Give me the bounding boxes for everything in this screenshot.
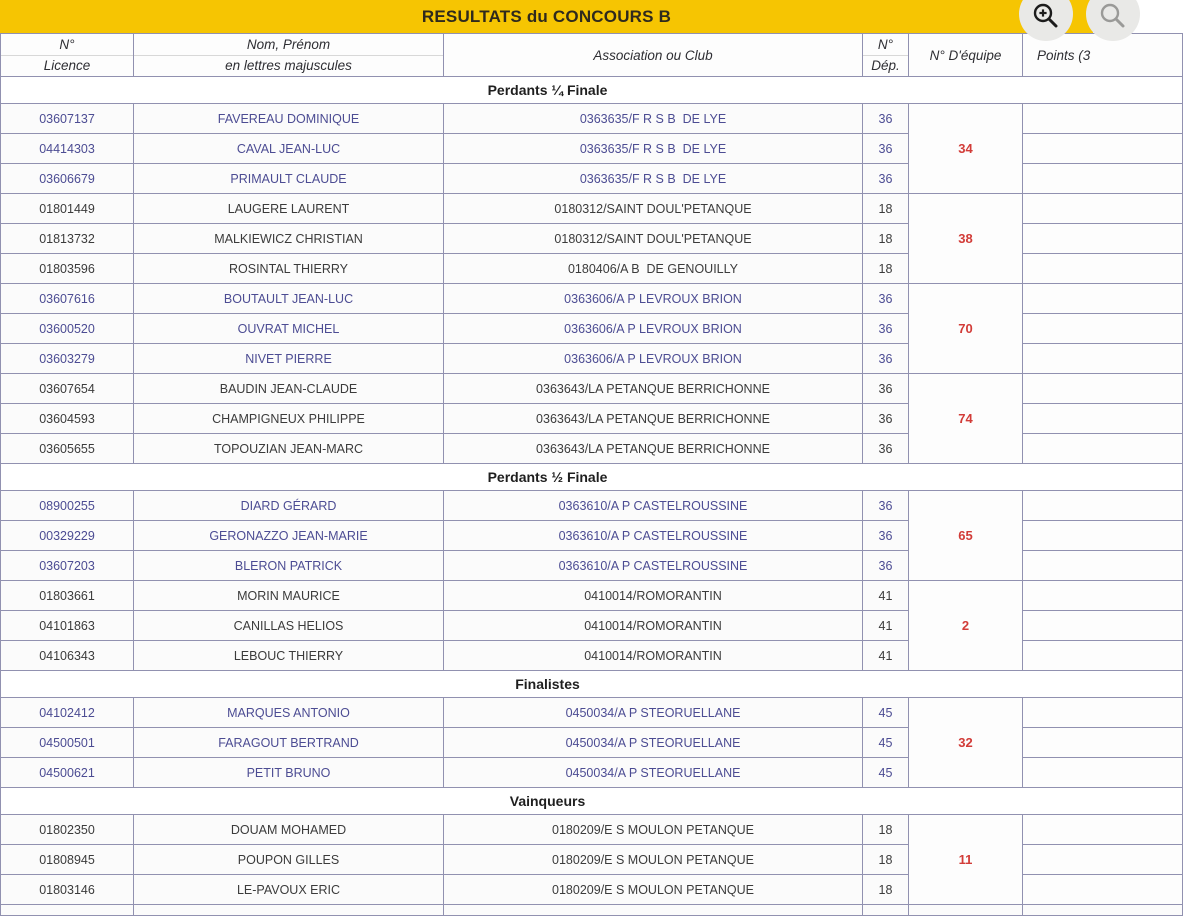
licence-cell: 08900255 xyxy=(1,491,134,521)
points-cell xyxy=(1023,521,1183,551)
clipped-cell xyxy=(863,905,909,916)
dep-cell: 18 xyxy=(863,254,909,284)
points-cell xyxy=(1023,581,1183,611)
dep-cell: 36 xyxy=(863,374,909,404)
section-band-cell xyxy=(1,671,1183,698)
points-cell xyxy=(1023,815,1183,845)
points-cell xyxy=(1023,551,1183,581)
points-cell xyxy=(1023,224,1183,254)
club-cell: 0410014/ROMORANTIN xyxy=(444,641,863,671)
dep-cell: 18 xyxy=(863,194,909,224)
clipped-row xyxy=(1,905,1183,916)
page-title: RESULTATS du CONCOURS B xyxy=(421,6,672,26)
col-header-dep-line1: N° xyxy=(863,34,908,56)
club-cell: 0363643/LA PETANQUE BERRICHONNE xyxy=(444,434,863,464)
dep-cell: 18 xyxy=(863,875,909,905)
club-cell: 0363606/A P LEVROUX BRION xyxy=(444,344,863,374)
col-header-licence-line1: N° xyxy=(1,34,133,56)
player-name-cell: NIVET PIERRE xyxy=(134,344,444,374)
player-name-cell: CAVAL JEAN-LUC xyxy=(134,134,444,164)
col-header-name-line2: en lettres majuscules xyxy=(225,58,352,74)
licence-cell: 03607616 xyxy=(1,284,134,314)
licence-cell: 01802350 xyxy=(1,815,134,845)
club-cell: 0180209/E S MOULON PETANQUE xyxy=(444,845,863,875)
dep-cell: 36 xyxy=(863,164,909,194)
club-cell: 0410014/ROMORANTIN xyxy=(444,581,863,611)
player-name-cell: MORIN MAURICE xyxy=(134,581,444,611)
col-header-licence-line2: Licence xyxy=(43,58,91,74)
team-number-cell: 2 xyxy=(909,581,1023,671)
licence-cell: 03606679 xyxy=(1,164,134,194)
player-name-cell: LEBOUC THIERRY xyxy=(134,641,444,671)
club-cell: 0363635/F R S B DE LYE xyxy=(444,164,863,194)
dep-cell: 45 xyxy=(863,698,909,728)
licence-cell: 01803146 xyxy=(1,875,134,905)
licence-cell: 04500501 xyxy=(1,728,134,758)
club-cell: 0363635/F R S B DE LYE xyxy=(444,134,863,164)
player-row xyxy=(1,104,1183,134)
section-title: Vainqueurs xyxy=(509,793,586,809)
dep-cell: 36 xyxy=(863,491,909,521)
licence-cell: 03607137 xyxy=(1,104,134,134)
section-title: Finalistes xyxy=(515,676,580,692)
points-cell xyxy=(1023,344,1183,374)
points-cell xyxy=(1023,698,1183,728)
dep-cell: 36 xyxy=(863,551,909,581)
points-cell xyxy=(1023,284,1183,314)
title-banner xyxy=(0,0,1093,33)
player-name-cell: CHAMPIGNEUX PHILIPPE xyxy=(134,404,444,434)
magnifier-plus-icon xyxy=(1031,1,1061,34)
points-cell xyxy=(1023,194,1183,224)
player-name-cell: DOUAM MOHAMED xyxy=(134,815,444,845)
points-cell xyxy=(1023,491,1183,521)
col-header-dep-line2: Dép. xyxy=(871,58,900,74)
col-header-points: Points (3 xyxy=(1023,34,1183,77)
points-cell xyxy=(1023,434,1183,464)
points-cell xyxy=(1023,611,1183,641)
player-name-cell: CANILLAS HELIOS xyxy=(134,611,444,641)
licence-cell: 04102412 xyxy=(1,698,134,728)
points-cell xyxy=(1023,104,1183,134)
licence-cell: 03607654 xyxy=(1,374,134,404)
club-cell: 0410014/ROMORANTIN xyxy=(444,611,863,641)
points-cell xyxy=(1023,404,1183,434)
player-row xyxy=(1,374,1183,404)
licence-cell: 03600520 xyxy=(1,314,134,344)
col-header-name-line1: Nom, Prénom xyxy=(134,34,443,56)
clipped-cell xyxy=(1023,905,1183,916)
col-header-name xyxy=(134,34,444,77)
dep-cell: 36 xyxy=(863,104,909,134)
licence-cell: 01803661 xyxy=(1,581,134,611)
club-cell: 0363606/A P LEVROUX BRION xyxy=(444,314,863,344)
section-band-row xyxy=(1,788,1183,815)
licence-cell: 03604593 xyxy=(1,404,134,434)
dep-cell: 36 xyxy=(863,521,909,551)
team-number-cell: 70 xyxy=(909,284,1023,374)
section-band-row xyxy=(1,464,1183,491)
section-band-row xyxy=(1,671,1183,698)
dep-cell: 36 xyxy=(863,404,909,434)
points-cell xyxy=(1023,641,1183,671)
club-cell: 0450034/A P STEORUELLANE xyxy=(444,728,863,758)
licence-cell: 01813732 xyxy=(1,224,134,254)
dep-cell: 36 xyxy=(863,284,909,314)
club-cell: 0363643/LA PETANQUE BERRICHONNE xyxy=(444,374,863,404)
clipped-cell xyxy=(444,905,863,916)
points-cell xyxy=(1023,134,1183,164)
player-row xyxy=(1,581,1183,611)
points-cell xyxy=(1023,374,1183,404)
club-cell: 0363643/LA PETANQUE BERRICHONNE xyxy=(444,404,863,434)
points-cell xyxy=(1023,728,1183,758)
player-name-cell: BOUTAULT JEAN-LUC xyxy=(134,284,444,314)
col-header-club: Association ou Club xyxy=(444,34,863,77)
clipped-cell xyxy=(909,905,1023,916)
player-name-cell: FARAGOUT BERTRAND xyxy=(134,728,444,758)
magnifier-icon xyxy=(1098,1,1128,34)
col-header-team: N° D'équipe xyxy=(909,34,1023,77)
club-cell: 0363610/A P CASTELROUSSINE xyxy=(444,521,863,551)
team-number-cell: 65 xyxy=(909,491,1023,581)
dep-cell: 36 xyxy=(863,134,909,164)
section-band-cell xyxy=(1,464,1183,491)
player-name-cell: TOPOUZIAN JEAN-MARC xyxy=(134,434,444,464)
points-cell xyxy=(1023,758,1183,788)
player-name-cell: OUVRAT MICHEL xyxy=(134,314,444,344)
dep-cell: 18 xyxy=(863,224,909,254)
player-name-cell: DIARD GÉRARD xyxy=(134,491,444,521)
player-name-cell: ROSINTAL THIERRY xyxy=(134,254,444,284)
licence-cell: 01808945 xyxy=(1,845,134,875)
player-name-cell: BAUDIN JEAN-CLAUDE xyxy=(134,374,444,404)
results-table xyxy=(0,33,1183,916)
player-row xyxy=(1,698,1183,728)
team-number-cell: 34 xyxy=(909,104,1023,194)
licence-cell: 04106343 xyxy=(1,641,134,671)
points-cell xyxy=(1023,875,1183,905)
player-name-cell: LE-PAVOUX ERIC xyxy=(134,875,444,905)
points-cell xyxy=(1023,845,1183,875)
dep-cell: 36 xyxy=(863,434,909,464)
player-name-cell: FAVEREAU DOMINIQUE xyxy=(134,104,444,134)
licence-cell: 04500621 xyxy=(1,758,134,788)
points-cell xyxy=(1023,254,1183,284)
club-cell: 0363610/A P CASTELROUSSINE xyxy=(444,551,863,581)
club-cell: 0180209/E S MOULON PETANQUE xyxy=(444,815,863,845)
clipped-cell xyxy=(1,905,134,916)
player-name-cell: MALKIEWICZ CHRISTIAN xyxy=(134,224,444,254)
dep-cell: 36 xyxy=(863,344,909,374)
club-cell: 0363610/A P CASTELROUSSINE xyxy=(444,491,863,521)
team-number-cell: 32 xyxy=(909,698,1023,788)
club-cell: 0363635/F R S B DE LYE xyxy=(444,104,863,134)
player-row xyxy=(1,284,1183,314)
player-name-cell: GERONAZZO JEAN-MARIE xyxy=(134,521,444,551)
player-name-cell: LAUGERE LAURENT xyxy=(134,194,444,224)
club-cell: 0450034/A P STEORUELLANE xyxy=(444,698,863,728)
club-cell: 0450034/A P STEORUELLANE xyxy=(444,758,863,788)
player-row xyxy=(1,815,1183,845)
dep-cell: 41 xyxy=(863,611,909,641)
player-name-cell: MARQUES ANTONIO xyxy=(134,698,444,728)
section-band-row xyxy=(1,77,1183,104)
licence-cell: 03605655 xyxy=(1,434,134,464)
player-name-cell: PETIT BRUNO xyxy=(134,758,444,788)
clipped-cell xyxy=(134,905,444,916)
licence-cell: 00329229 xyxy=(1,521,134,551)
section-title: Perdants ¼ Finale xyxy=(487,82,608,98)
player-row xyxy=(1,194,1183,224)
team-number-cell: 74 xyxy=(909,374,1023,464)
player-name-cell: PRIMAULT CLAUDE xyxy=(134,164,444,194)
player-name-cell: BLERON PATRICK xyxy=(134,551,444,581)
dep-cell: 18 xyxy=(863,815,909,845)
licence-cell: 04414303 xyxy=(1,134,134,164)
points-cell xyxy=(1023,314,1183,344)
licence-cell: 03607203 xyxy=(1,551,134,581)
club-cell: 0180312/SAINT DOUL'PETANQUE xyxy=(444,224,863,254)
results-tbody xyxy=(1,77,1183,916)
points-cell xyxy=(1023,164,1183,194)
dep-cell: 41 xyxy=(863,581,909,611)
licence-cell: 01803596 xyxy=(1,254,134,284)
team-number-cell: 11 xyxy=(909,815,1023,905)
club-cell: 0363606/A P LEVROUX BRION xyxy=(444,284,863,314)
section-band-cell xyxy=(1,788,1183,815)
col-header-licence xyxy=(1,34,134,77)
licence-cell: 03603279 xyxy=(1,344,134,374)
dep-cell: 45 xyxy=(863,728,909,758)
player-name-cell: POUPON GILLES xyxy=(134,845,444,875)
licence-cell: 04101863 xyxy=(1,611,134,641)
column-header-row xyxy=(1,34,1183,77)
club-cell: 0180312/SAINT DOUL'PETANQUE xyxy=(444,194,863,224)
club-cell: 0180406/A B DE GENOUILLY xyxy=(444,254,863,284)
col-header-dep xyxy=(863,34,909,77)
licence-cell: 01801449 xyxy=(1,194,134,224)
section-band-cell xyxy=(1,77,1183,104)
dep-cell: 45 xyxy=(863,758,909,788)
club-cell: 0180209/E S MOULON PETANQUE xyxy=(444,875,863,905)
dep-cell: 36 xyxy=(863,314,909,344)
dep-cell: 18 xyxy=(863,845,909,875)
dep-cell: 41 xyxy=(863,641,909,671)
player-row xyxy=(1,491,1183,521)
section-title: Perdants ½ Finale xyxy=(487,469,608,485)
team-number-cell: 38 xyxy=(909,194,1023,284)
